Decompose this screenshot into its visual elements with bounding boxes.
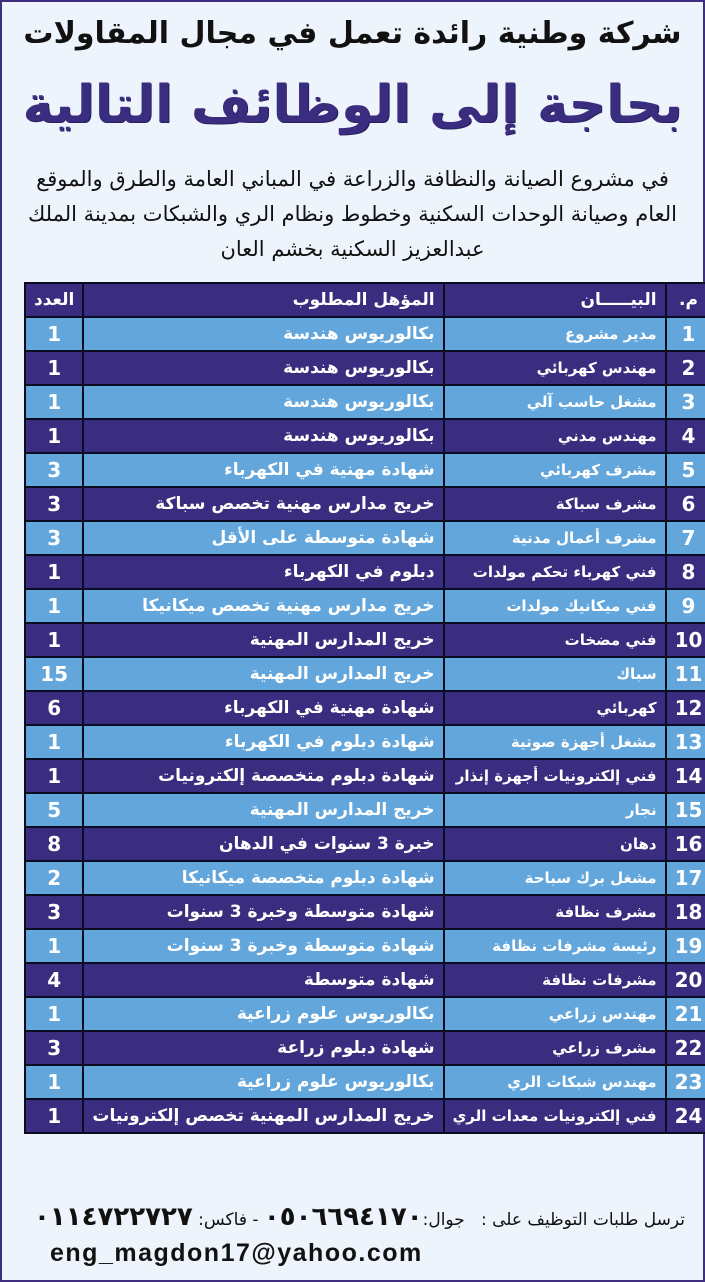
- cell-count: 1: [25, 1065, 83, 1099]
- cell-qualification: شهادة مهنية في الكهرباء: [83, 691, 443, 725]
- cell-qualification: شهادة متوسطة وخبرة 3 سنوات: [83, 929, 443, 963]
- cell-description: مشغل برك سباحة: [444, 861, 666, 895]
- cell-count: 3: [25, 453, 83, 487]
- column-header-description: البيـــــان: [444, 283, 666, 317]
- cell-num: 22: [666, 1031, 705, 1065]
- cell-qualification: خريج المدارس المهنية: [83, 793, 443, 827]
- cell-description: مشغل أجهزة صوتية: [444, 725, 666, 759]
- cell-qualification: شهادة دبلوم متخصصة إلكترونيات: [83, 759, 443, 793]
- cell-count: 3: [25, 895, 83, 929]
- cell-description: فني إلكترونيات أجهزة إنذار: [444, 759, 666, 793]
- cell-count: 6: [25, 691, 83, 725]
- cell-qualification: خريج المدارس المهنية: [83, 657, 443, 691]
- contact-separator: -: [246, 1210, 264, 1230]
- cell-qualification: شهادة دبلوم متخصصة ميكانيكا: [83, 861, 443, 895]
- cell-num: 2: [666, 351, 705, 385]
- cell-qualification: شهادة متوسطة: [83, 963, 443, 997]
- cell-qualification: خريج مدارس مهنية تخصص سباكة: [83, 487, 443, 521]
- cell-description: مدير مشروع: [444, 317, 666, 351]
- cell-count: 5: [25, 793, 83, 827]
- cell-count: 3: [25, 1031, 83, 1065]
- cell-description: مشرف أعمال مدنية: [444, 521, 666, 555]
- table-row: [25, 623, 705, 657]
- table-row: [25, 1065, 705, 1099]
- table-row: [25, 351, 705, 385]
- cell-description: مشغل حاسب آلي: [444, 385, 666, 419]
- cell-num: 9: [666, 589, 705, 623]
- table-row: [25, 555, 705, 589]
- cell-qualification: خريج المدارس المهنية: [83, 623, 443, 657]
- cell-num: 8: [666, 555, 705, 589]
- cell-description: رئيسة مشرفات نظافة: [444, 929, 666, 963]
- cell-num: 7: [666, 521, 705, 555]
- cell-count: 8: [25, 827, 83, 861]
- cell-num: 11: [666, 657, 705, 691]
- table-row: [25, 963, 705, 997]
- cell-num: 20: [666, 963, 705, 997]
- company-headline: شركة وطنية رائدة تعمل في مجال المقاولات: [23, 16, 682, 51]
- cell-num: 3: [666, 385, 705, 419]
- table-row: [25, 419, 705, 453]
- cell-description: مشرف نظافة: [444, 895, 666, 929]
- cell-num: 23: [666, 1065, 705, 1099]
- cell-description: مشرف سباكة: [444, 487, 666, 521]
- cell-qualification: بكالوريوس هندسة: [83, 419, 443, 453]
- cell-num: 19: [666, 929, 705, 963]
- cell-description: مهندس شبكات الري: [444, 1065, 666, 1099]
- cell-qualification: خريج المدارس المهنية تخصص إلكترونيات: [83, 1099, 443, 1133]
- fax-number: ٠١١٤٧٢٢٧٢٧: [34, 1202, 193, 1232]
- cell-qualification: شهادة مهنية في الكهرباء: [83, 453, 443, 487]
- table-row: [25, 861, 705, 895]
- cell-description: فني كهرباء تحكم مولدات: [444, 555, 666, 589]
- cell-num: 4: [666, 419, 705, 453]
- cell-num: 15: [666, 793, 705, 827]
- cell-description: كهربائي: [444, 691, 666, 725]
- table-row: [25, 453, 705, 487]
- contact-info: [20, 1202, 685, 1232]
- cell-description: فني إلكترونيات معدات الري: [444, 1099, 666, 1133]
- cell-qualification: بكالوريوس هندسة: [83, 351, 443, 385]
- cell-num: 18: [666, 895, 705, 929]
- cell-num: 5: [666, 453, 705, 487]
- cell-count: 1: [25, 997, 83, 1031]
- cell-description: فني مضخات: [444, 623, 666, 657]
- column-header-count: العدد: [25, 283, 83, 317]
- cell-qualification: بكالوريوس علوم زراعية: [83, 997, 443, 1031]
- cell-qualification: دبلوم في الكهرباء: [83, 555, 443, 589]
- cell-qualification: خريج مدارس مهنية تخصص ميكانيكا: [83, 589, 443, 623]
- cell-num: 10: [666, 623, 705, 657]
- table-row: [25, 997, 705, 1031]
- cell-num: 12: [666, 691, 705, 725]
- cell-description: مهندس زراعي: [444, 997, 666, 1031]
- table-row: [25, 691, 705, 725]
- cell-count: 1: [25, 929, 83, 963]
- cell-count: 1: [25, 351, 83, 385]
- cell-count: 1: [25, 555, 83, 589]
- cell-qualification: بكالوريوس هندسة: [83, 385, 443, 419]
- mobile-number[interactable]: ٠٥٠٦٦٩٤١٧٠: [263, 1202, 423, 1232]
- cell-count: 1: [25, 759, 83, 793]
- contact-intro: ترسل طلبات التوظيف على :: [480, 1210, 685, 1230]
- cell-count: 1: [25, 1099, 83, 1133]
- cell-description: مهندس مدني: [444, 419, 666, 453]
- cell-count: 1: [25, 419, 83, 453]
- jobs-table: [24, 282, 705, 1134]
- table-row: [25, 589, 705, 623]
- jobs-title: بحاجة إلى الوظائف التالية: [22, 75, 683, 135]
- table-row: [25, 487, 705, 521]
- email-address[interactable]: eng_magdon17@yahoo.com: [50, 1239, 423, 1267]
- cell-count: 1: [25, 317, 83, 351]
- mobile-label: جوال:: [422, 1210, 465, 1230]
- cell-description: مشرف زراعي: [444, 1031, 666, 1065]
- cell-count: 3: [25, 521, 83, 555]
- column-header-qualification: المؤهل المطلوب: [83, 283, 443, 317]
- fax-label: فاكس:: [198, 1210, 247, 1230]
- cell-count: 1: [25, 385, 83, 419]
- cell-num: 6: [666, 487, 705, 521]
- table-row: [25, 1031, 705, 1065]
- cell-num: 24: [666, 1099, 705, 1133]
- cell-qualification: شهادة دبلوم زراعة: [83, 1031, 443, 1065]
- cell-count: 2: [25, 861, 83, 895]
- cell-description: مشرفات نظافة: [444, 963, 666, 997]
- cell-description: دهان: [444, 827, 666, 861]
- cell-description: مشرف كهربائي: [444, 453, 666, 487]
- cell-description: مهندس كهربائي: [444, 351, 666, 385]
- table-row: [25, 1099, 705, 1133]
- cell-qualification: بكالوريوس علوم زراعية: [83, 1065, 443, 1099]
- cell-num: 16: [666, 827, 705, 861]
- table-row: [25, 759, 705, 793]
- table-row: [25, 929, 705, 963]
- cell-num: 17: [666, 861, 705, 895]
- cell-qualification: شهادة دبلوم في الكهرباء: [83, 725, 443, 759]
- table-row: [25, 385, 705, 419]
- cell-count: 15: [25, 657, 83, 691]
- cell-description: فني ميكانيك مولدات: [444, 589, 666, 623]
- table-row: [25, 793, 705, 827]
- cell-qualification: خبرة 3 سنوات في الدهان: [83, 827, 443, 861]
- cell-qualification: بكالوريوس هندسة: [83, 317, 443, 351]
- table-header-row: [25, 283, 705, 317]
- cell-count: 1: [25, 623, 83, 657]
- table-row: [25, 895, 705, 929]
- cell-num: 14: [666, 759, 705, 793]
- column-header-num: م.: [666, 283, 705, 317]
- table-row: [25, 317, 705, 351]
- cell-count: 1: [25, 589, 83, 623]
- cell-description: سباك: [444, 657, 666, 691]
- table-row: [25, 725, 705, 759]
- cell-num: 21: [666, 997, 705, 1031]
- table-row: [25, 827, 705, 861]
- cell-count: 4: [25, 963, 83, 997]
- table-row: [25, 521, 705, 555]
- cell-count: 3: [25, 487, 83, 521]
- cell-qualification: شهادة متوسطة على الأقل: [83, 521, 443, 555]
- cell-num: 13: [666, 725, 705, 759]
- cell-num: 1: [666, 317, 705, 351]
- project-description: في مشروع الصيانة والنظافة والزراعة في المباني العامة والطرق والموقع العام وصيانة الوحدات السكنية وخطوط ونظام الري والشبكات بمدينة الملك عبدالعزيز السكنية بخشم العان: [27, 167, 677, 261]
- table-row: [25, 657, 705, 691]
- cell-qualification: شهادة متوسطة وخبرة 3 سنوات: [83, 895, 443, 929]
- cell-description: نجار: [444, 793, 666, 827]
- cell-count: 1: [25, 725, 83, 759]
